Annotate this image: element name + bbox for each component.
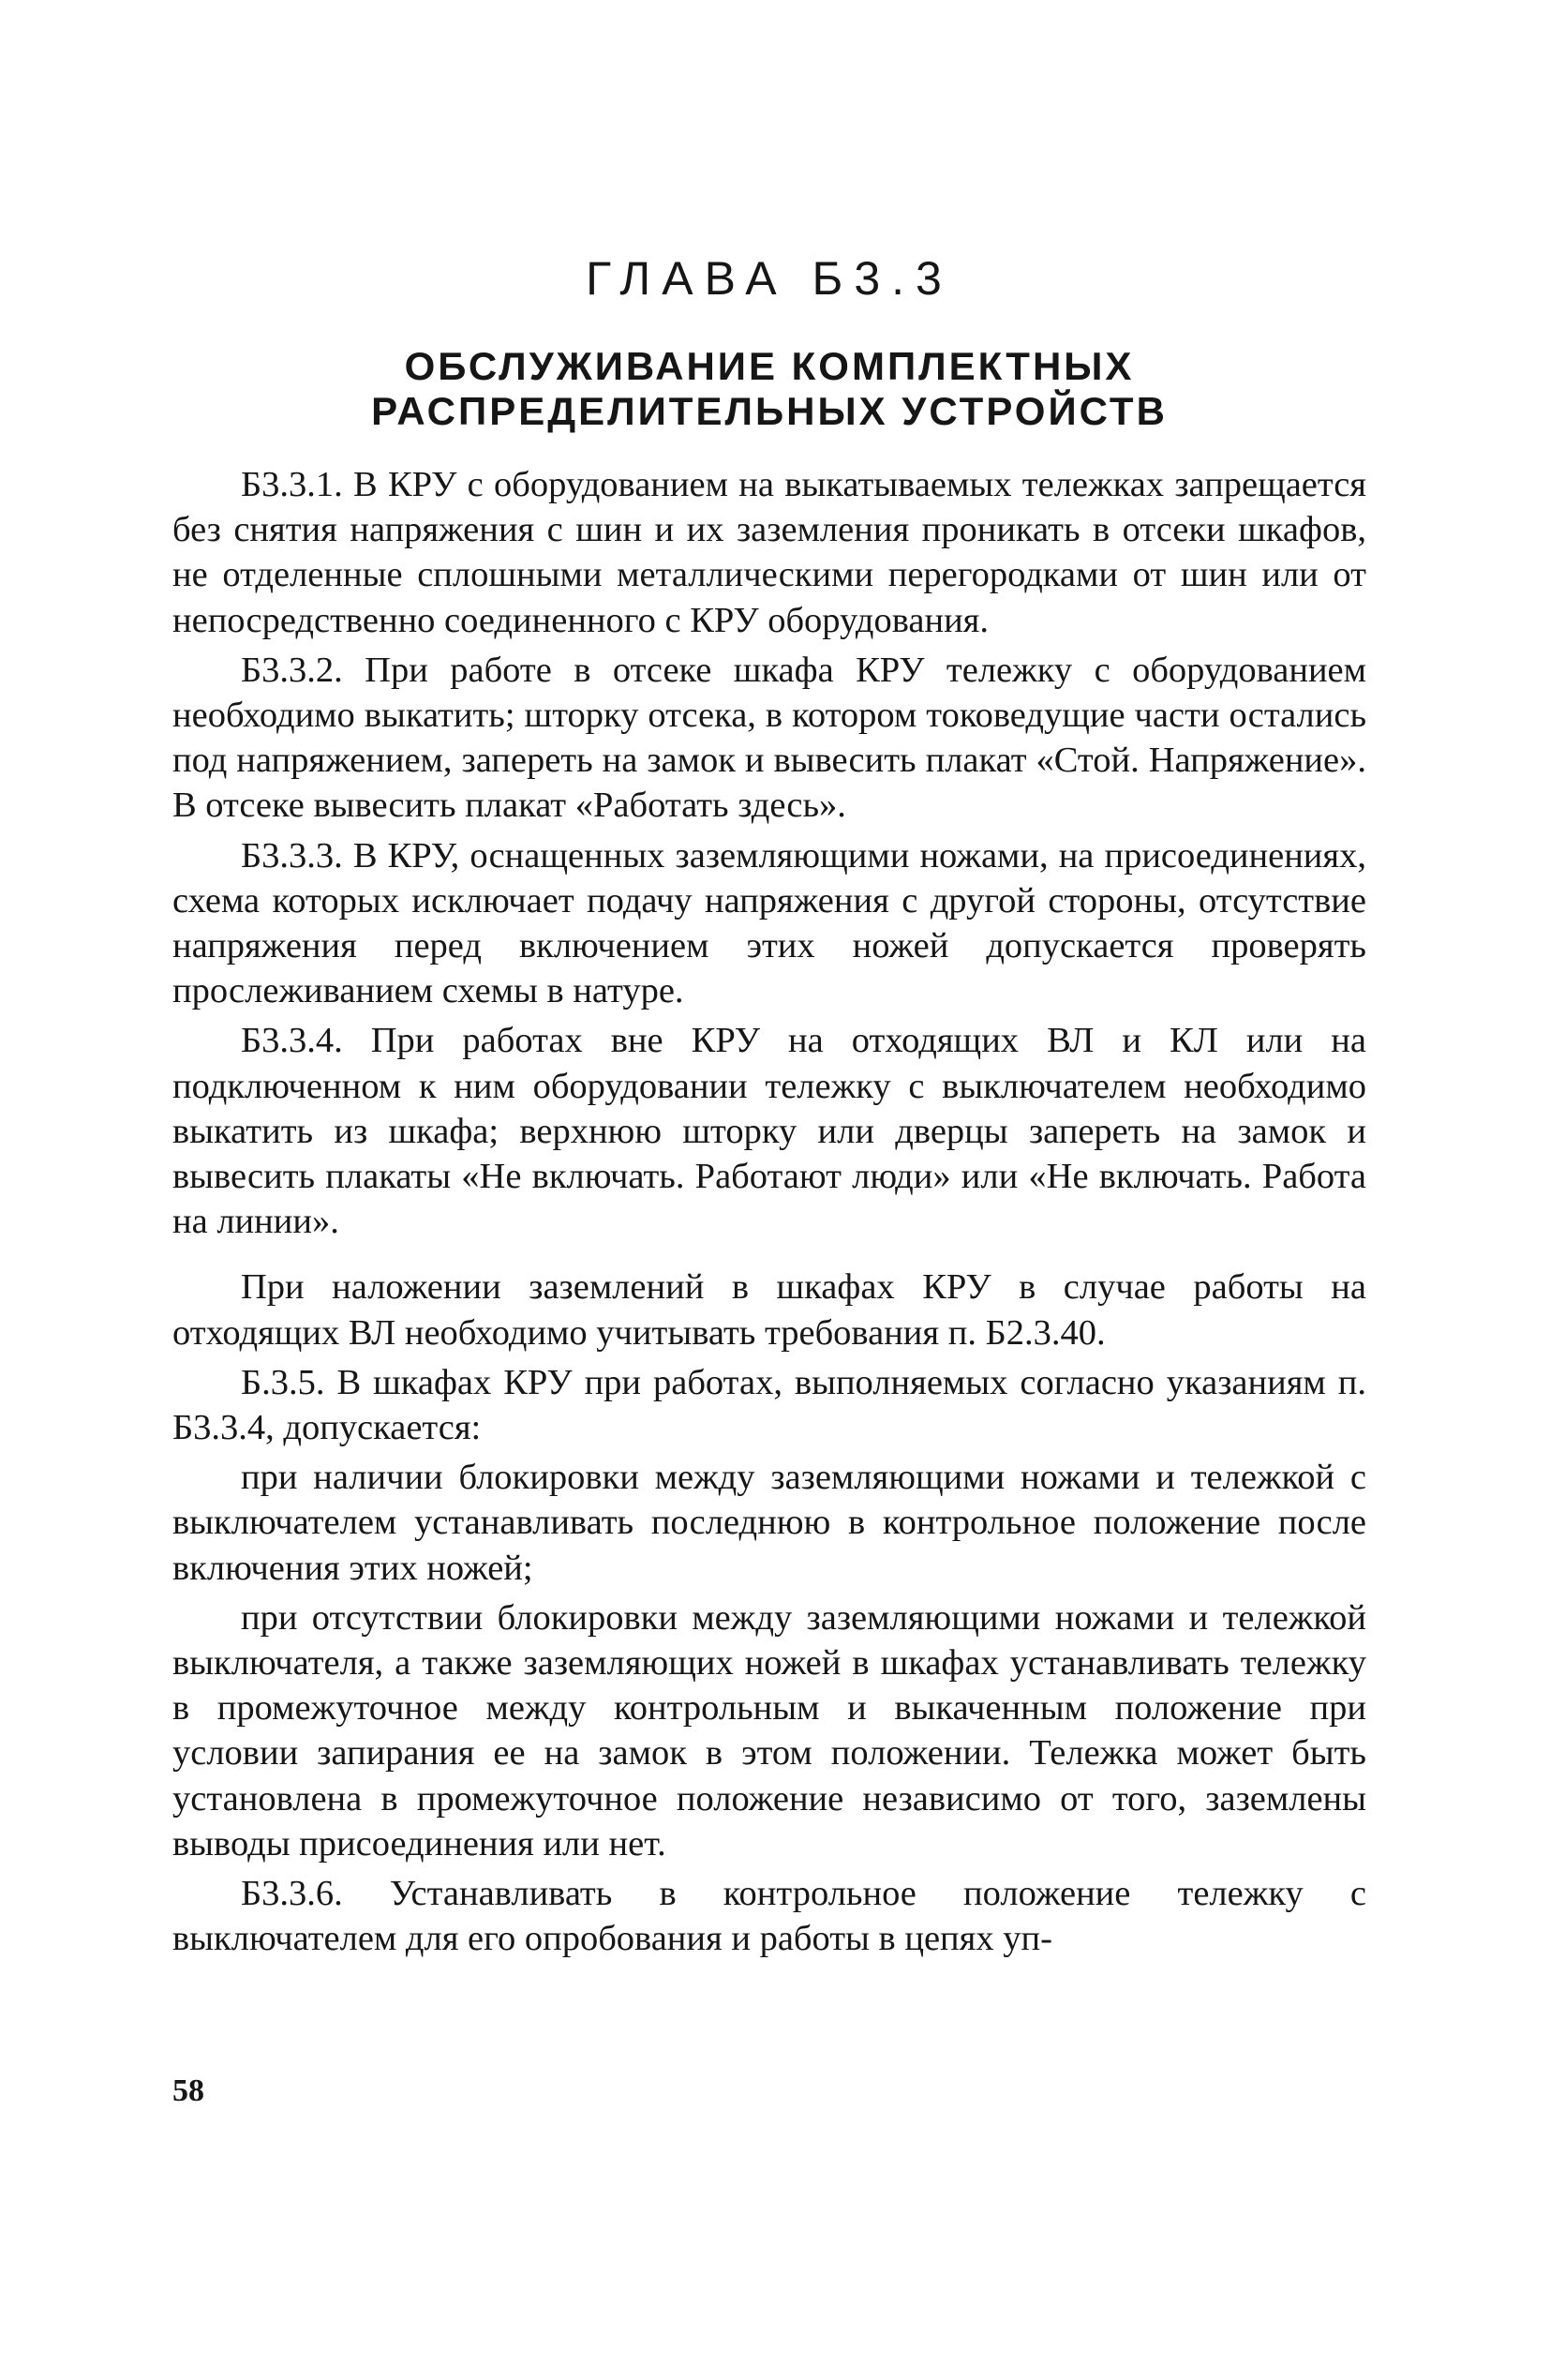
paragraph-with-interlock: при наличии блокировки между заземляющими ножами и тележкой с выключателем устанавливать последнюю в контрольное положение после включения этих ножей; (172, 1458, 1366, 1588)
paragraph-without-interlock: при отсутствии блокировки между заземляющими ножами и тележкой выключателя, а также заземляющих ножей в шкафах устанавливать тележку в промежуточное между контрольным и выкаченным положение при условии запирания ее на замок в этом положении. Тележка может быть установлена в промежуточное положение независимо от того, заземлены выводы присоединения или нет. (172, 1597, 1366, 1864)
chapter-subtitle-line: ОБСЛУЖИВАНИЕ КОМПЛЕКТНЫХ (404, 344, 1135, 388)
paragraph-b3-3-3: Б3.3.3. В КРУ, оснащенных заземляющими ножами, на присоединениях, схема которых исключает подачу напряжения с другой стороны, отсутствие напряжения перед включением этих ножей допускается проверять прослеживанием схемы в натуре. (172, 835, 1366, 1011)
paragraph-b3-3-5: Б.3.5. В шкафах КРУ при работах, выполняемых согласно указаниям п. Б3.3.4, допускается: (172, 1362, 1366, 1448)
paragraph-b3-3-4: Б3.3.4. При работах вне КРУ на отходящих ВЛ и КЛ или на подключенном к ним оборудовании тележку с выключателем необходимо выкатить из шкафа; верхнюю шторку или дверцы запереть на замок и вывесить плакаты «Не включать. Работают люди» или «Не включать. Работа на линии». (172, 1021, 1366, 1242)
paragraph-b3-3-6: Б3.3.6. Устанавливать в контрольное положение тележку с выключателем для его опробования и работы в цепях уп- (172, 1874, 1366, 1959)
chapter-subtitle (172, 344, 1366, 434)
chapter-title: ГЛАВА Б3.3 (586, 252, 953, 305)
paragraph-b3-3-1: Б3.3.1. В КРУ с оборудованием на выкатываемых тележках запрещается без снятия напряжения с шин и их заземления проникать в отсеки шкафов, не отделенные сплошными металлическими перегородками от шин или от непосредственно соединенного с КРУ оборудования. (172, 465, 1366, 640)
chapter-subtitle-line: РАСПРЕДЕЛИТЕЛЬНЫХ УСТРОЙСТВ (371, 389, 1168, 433)
paragraph-b3-3-2: Б3.3.2. При работе в отсеке шкафа КРУ тележку с оборудованием необходимо выкатить; шторку отсека, в котором токоведущие части остались под напряжением, запереть на замок и вывесить плакат «Стой. Напряжение». В отсеке вывесить плакат «Работать здесь». (172, 650, 1366, 826)
page-number: 58 (172, 2073, 204, 2108)
page-content (172, 253, 1366, 1967)
body-text (172, 462, 1366, 1962)
paragraph-grounding-note: При наложении заземлений в шкафах КРУ в случае работы на отходящих ВЛ необходимо учитывать требования п. Б2.3.40. (172, 1267, 1366, 1353)
